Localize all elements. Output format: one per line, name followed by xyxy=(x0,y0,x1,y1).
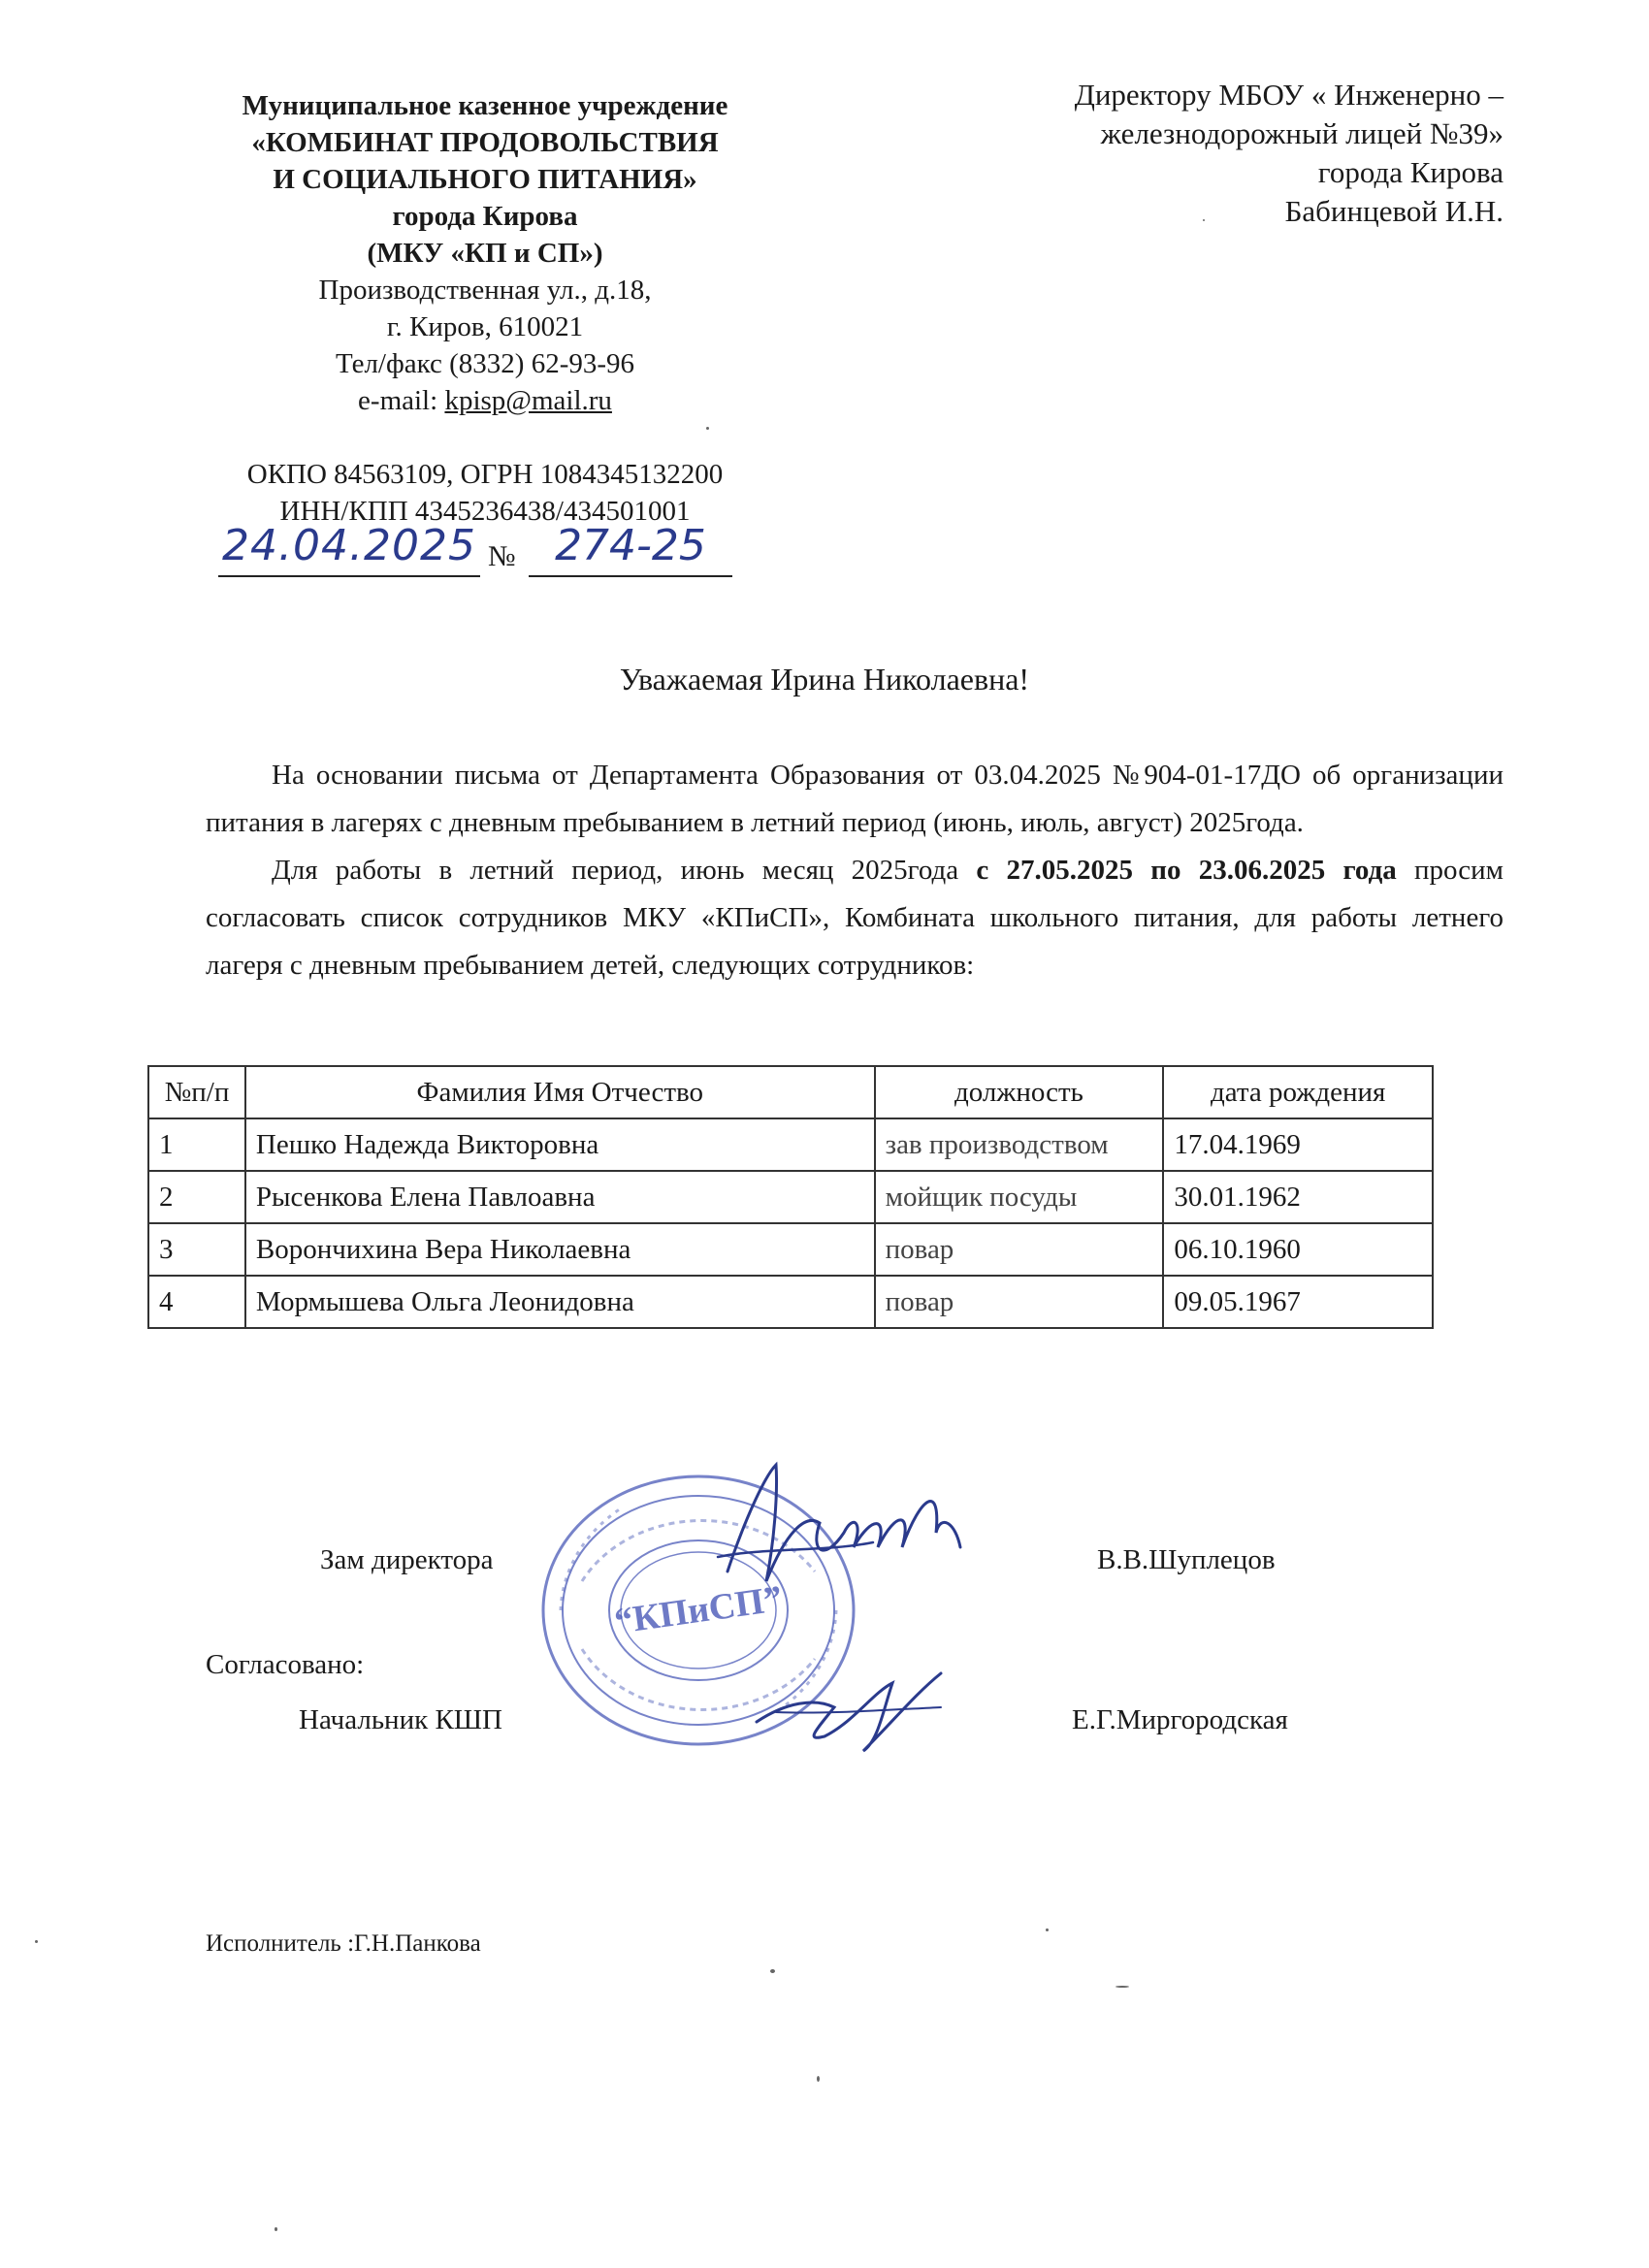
deputy-name: В.В.Шуплецов xyxy=(1097,1544,1276,1575)
cell-full-name: Мормышева Ольга Леонидовна xyxy=(245,1276,875,1328)
scan-speck xyxy=(275,2227,277,2231)
cell-full-name: Ворончихина Вера Николаевна xyxy=(245,1223,875,1276)
cell-position: повар xyxy=(875,1276,1164,1328)
recipient-line-2: железнодорожный лицей №39» xyxy=(1100,116,1504,150)
scan-speck xyxy=(770,1969,775,1973)
body-p2-start: Для работы в летний период, июнь месяц 2025года xyxy=(272,855,977,886)
sender-phone: Тел/факс (8332) 62-93-96 xyxy=(335,348,635,379)
cell-position: повар xyxy=(875,1223,1164,1276)
scan-speck xyxy=(817,2076,820,2082)
scan-speck xyxy=(1203,219,1205,221)
sender-okpo: ОКПО 84563109, ОГРН 1084345132200 xyxy=(246,459,724,490)
sender-email-label: e-mail: xyxy=(358,385,445,416)
table-header-row xyxy=(148,1066,1433,1118)
table-row xyxy=(148,1171,1433,1223)
cell-full-name: Рысенкова Елена Павлоавна xyxy=(245,1171,875,1223)
greeting: Уважаемая Ирина Николаевна! xyxy=(619,662,1030,697)
table-row xyxy=(148,1118,1433,1171)
cell-birth-date: 30.01.1962 xyxy=(1163,1171,1433,1223)
registration-date: 24.04.2025 xyxy=(222,521,476,570)
recipient-block xyxy=(873,76,1504,231)
body-p2-end: просим согласовать список сотрудников МКУ «КПиСП», Комбината школьного питания, для работы летнего лагеря с дневным пребыванием детей, следующих сотрудников: xyxy=(206,855,1504,981)
head-title: Начальник КШП xyxy=(299,1704,502,1735)
cell-birth-date: 09.05.1967 xyxy=(1163,1276,1433,1328)
letter-body xyxy=(206,752,1504,989)
registration-number: 274-25 xyxy=(555,521,706,570)
cell-full-name: Пешко Надежда Викторовна xyxy=(245,1118,875,1171)
sender-org-name-2: И СОЦИАЛЬНОГО ПИТАНИЯ» xyxy=(273,164,697,195)
recipient-line-4: Бабинцевой И.Н. xyxy=(1284,194,1504,228)
stamp-center-text: “КПиСП” xyxy=(611,1578,786,1642)
header-number: №п/п xyxy=(148,1066,245,1118)
executor: Исполнитель :Г.Н.Панкова xyxy=(206,1930,481,1957)
body-paragraph-1: На основании письма от Департамента Образования от 03.04.2025 №904-01-17ДО об организации питания в лагерях с дневным пребыванием в летний период (июнь, июль, август) 2025года. xyxy=(206,760,1504,838)
table-row xyxy=(148,1223,1433,1276)
cell-birth-date: 06.10.1960 xyxy=(1163,1223,1433,1276)
header-full-name: Фамилия Имя Отчество xyxy=(245,1066,875,1118)
cell-birth-date: 17.04.1969 xyxy=(1163,1118,1433,1171)
head-name: Е.Г.Миргородская xyxy=(1072,1704,1288,1735)
cell-position: мойщик посуды xyxy=(875,1171,1164,1223)
number-sign: № xyxy=(488,540,516,572)
body-p2-dates: с 27.05.2025 по 23.06.2025 года xyxy=(976,855,1397,886)
sender-address-street: Производственная ул., д.18, xyxy=(318,275,652,306)
cell-position: зав производством xyxy=(875,1118,1164,1171)
scan-speck xyxy=(1116,1986,1129,1988)
sender-org-type: Муниципальное казенное учреждение xyxy=(242,90,728,121)
staff-table xyxy=(147,1065,1434,1329)
header-position: должность xyxy=(875,1066,1164,1118)
scan-speck xyxy=(35,1940,38,1943)
cell-number: 1 xyxy=(148,1118,245,1171)
sender-address-city: г. Киров, 610021 xyxy=(386,311,584,342)
signature-deputy xyxy=(708,1455,970,1601)
cell-number: 4 xyxy=(148,1276,245,1328)
sender-org-name-1: «КОМБИНАТ ПРОДОВОЛЬСТВИЯ xyxy=(251,127,719,158)
signature-head xyxy=(747,1654,980,1761)
header-birth-date: дата рождения xyxy=(1163,1066,1433,1118)
sender-abbrev: (МКУ «КП и СП») xyxy=(367,238,603,269)
body-paragraph-2 xyxy=(206,847,1504,989)
deputy-title: Зам директора xyxy=(320,1544,494,1575)
cell-number: 3 xyxy=(148,1223,245,1276)
sender-email-link[interactable]: kpisp@mail.ru xyxy=(444,385,612,416)
date-underline xyxy=(218,575,480,577)
recipient-line-1: Директору МБОУ « Инженерно – xyxy=(1074,78,1504,112)
table-row xyxy=(148,1276,1433,1328)
recipient-line-3: города Кирова xyxy=(1317,155,1504,189)
agreed-label: Согласовано: xyxy=(206,1649,365,1680)
sender-inn: ИНН/КПП 4345236438/434501001 xyxy=(279,496,691,527)
scan-speck xyxy=(706,427,709,430)
scan-speck xyxy=(1046,1928,1049,1931)
sender-email-line xyxy=(165,382,805,419)
sender-city: города Кирова xyxy=(392,201,578,232)
registration-line xyxy=(218,519,742,587)
number-underline xyxy=(529,575,732,577)
cell-number: 2 xyxy=(148,1171,245,1223)
sender-block xyxy=(165,87,805,530)
